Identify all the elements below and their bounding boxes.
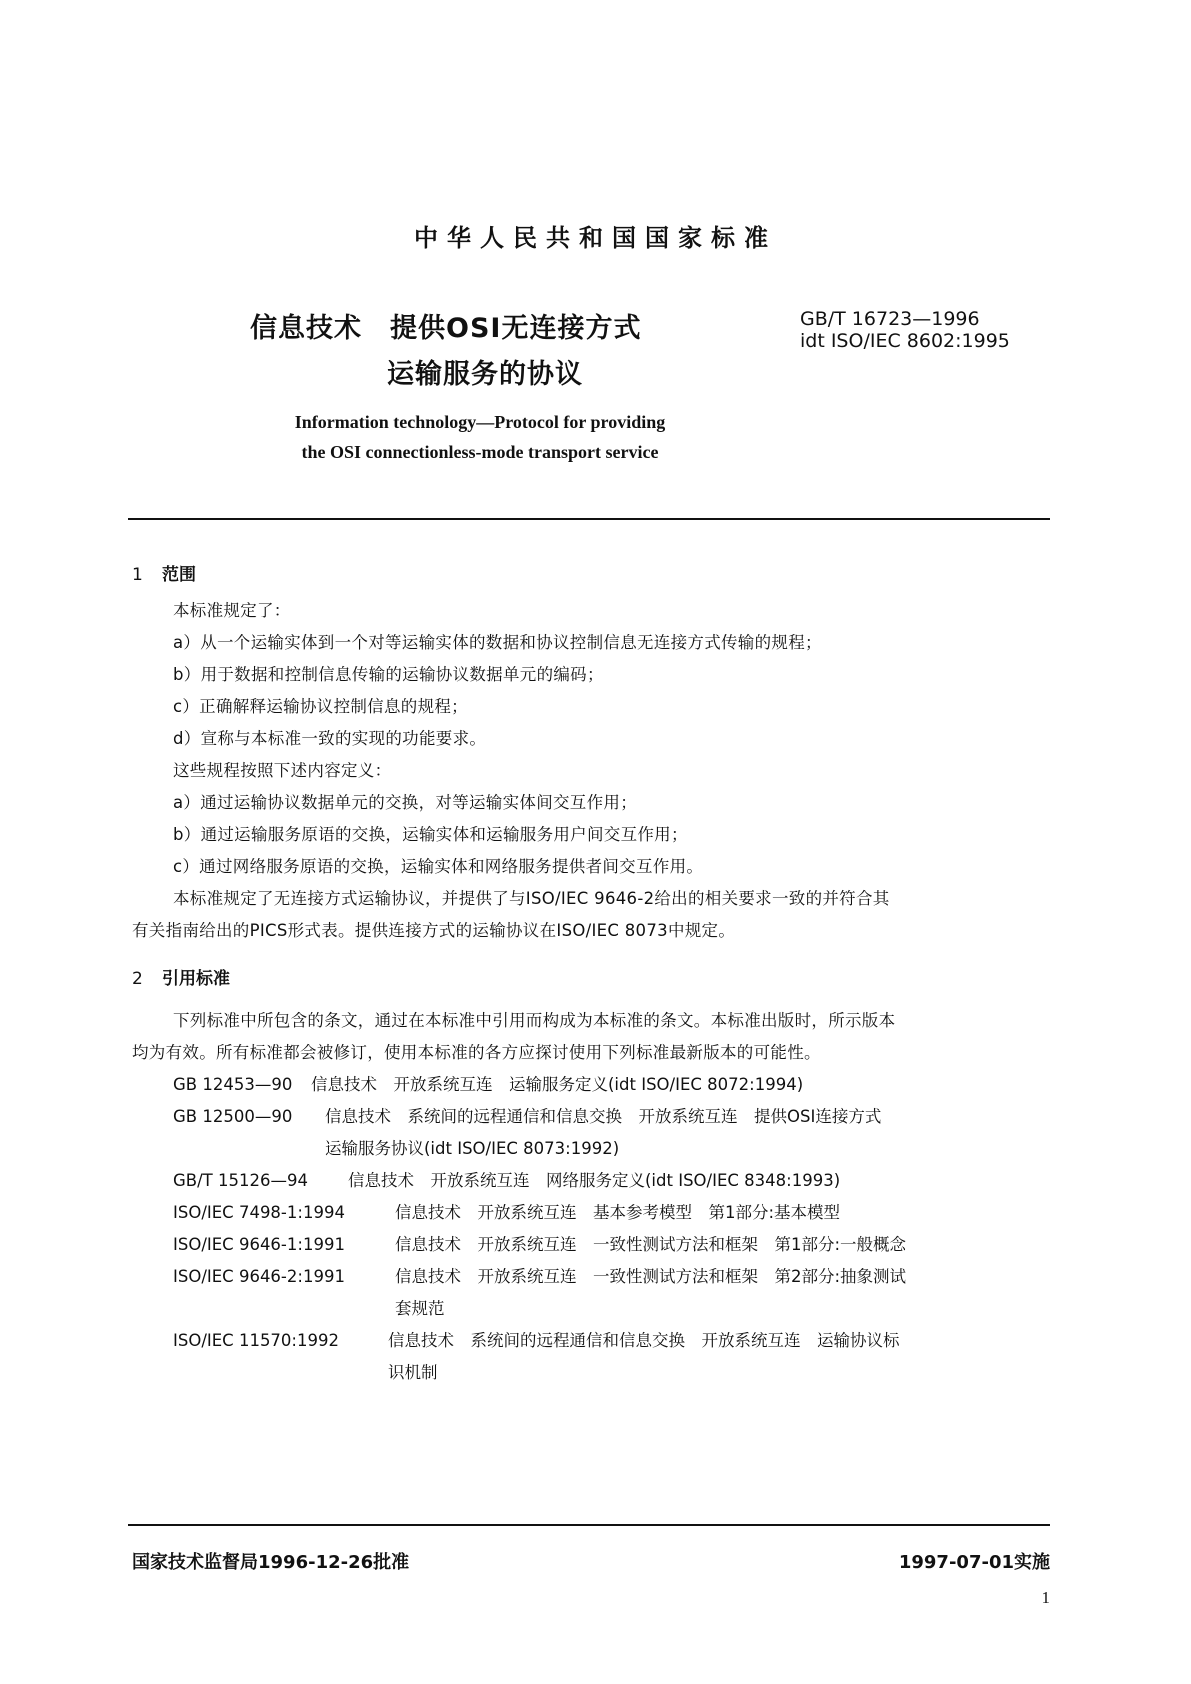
en-title-line1: Information technology—Protocol for providing	[294, 412, 666, 432]
reference-title: 信息技术 开放系统互连 网络服务定义(idt ISO/IEC 8348:1993)	[348, 1171, 841, 1190]
page-number: 1	[1041, 1588, 1050, 1607]
reference-title: 信息技术 开放系统互连 基本参考模型 第1部分:基本模型	[395, 1203, 841, 1222]
reference-item	[173, 1266, 907, 1288]
footer-divider	[128, 1524, 1050, 1526]
paragraph-line: b）用于数据和控制信息传输的运输协议数据单元的编码；	[173, 665, 604, 684]
reference-code: ISO/IEC 9646-1:1991	[173, 1235, 345, 1254]
section-1-heading	[132, 560, 196, 585]
reference-title: 信息技术 系统间的远程通信和信息交换 开放系统互连 提供OSI连接方式	[325, 1107, 882, 1126]
reference-item	[173, 1106, 882, 1128]
section-title: 范围	[162, 565, 196, 585]
reference-item	[173, 1202, 841, 1224]
section-title: 引用标准	[162, 969, 230, 989]
reference-item	[173, 1234, 907, 1256]
reference-title: 信息技术 开放系统互连 运输服务定义(idt ISO/IEC 8072:1994)	[311, 1075, 804, 1094]
paragraph-line: c）正确解释运输协议控制信息的规程；	[173, 697, 468, 716]
reference-item	[173, 1074, 804, 1096]
standard-code: GB/T 16723—1996	[800, 308, 980, 330]
reference-code: ISO/IEC 9646-2:1991	[173, 1267, 345, 1286]
reference-code: ISO/IEC 11570:1992	[173, 1331, 339, 1350]
paragraph-line: 这些规程按照下述内容定义：	[173, 761, 392, 780]
approval-info: 国家技术监督局1996-12-26批准	[132, 1552, 410, 1573]
reference-item	[173, 1170, 841, 1192]
reference-title: 信息技术 开放系统互连 一致性测试方法和框架 第2部分:抽象测试	[395, 1267, 907, 1286]
reference-title-continuation: 套规范	[395, 1299, 445, 1318]
paragraph-line: 本标准规定了：	[173, 601, 291, 620]
reference-code: ISO/IEC 7498-1:1994	[173, 1203, 345, 1222]
section-2-heading	[132, 964, 230, 989]
reference-title-continuation: 识机制	[388, 1363, 438, 1382]
reference-title: 信息技术 系统间的远程通信和信息交换 开放系统互连 运输协议标	[388, 1331, 900, 1350]
implementation-date: 1997-07-01实施	[898, 1552, 1050, 1573]
paragraph-line: a）从一个运输实体到一个对等运输实体的数据和协议控制信息无连接方式传输的规程；	[173, 633, 822, 652]
cn-title-line2: 运输服务的协议	[387, 359, 583, 390]
reference-code: GB 12500—90	[173, 1107, 293, 1126]
cn-title-line1: 信息技术 提供OSI无连接方式	[250, 313, 642, 344]
paragraph-line: b）通过运输服务原语的交换，运输实体和运输服务用户间交互作用；	[173, 825, 688, 844]
paragraph-line: 本标准规定了无连接方式运输协议，并提供了与ISO/IEC 9646-2给出的相关要求一致的并符合其	[173, 889, 890, 908]
reference-item	[173, 1330, 900, 1352]
paragraph-line: 均为有效。所有标准都会被修订，使用本标准的各方应探讨使用下列标准最新版本的可能性。	[132, 1043, 821, 1062]
header-divider	[128, 518, 1050, 520]
paragraph-line: d）宣称与本标准一致的实现的功能要求。	[173, 729, 487, 748]
national-standard-heading: 中华人民共和国国家标准	[414, 224, 777, 252]
paragraph-line: 有关指南给出的PICS形式表。提供连接方式的运输协议在ISO/IEC 8073中规定。	[132, 921, 736, 940]
reference-code: GB 12453—90	[173, 1075, 293, 1094]
reference-title-continuation: 运输服务协议(idt ISO/IEC 8073:1992)	[325, 1139, 620, 1158]
reference-title: 信息技术 开放系统互连 一致性测试方法和框架 第1部分:一般概念	[395, 1235, 907, 1254]
paragraph-line: c）通过网络服务原语的交换，运输实体和网络服务提供者间交互作用。	[173, 857, 704, 876]
section-number: 1	[132, 565, 143, 585]
en-title-line2: the OSI connectionless-mode transport service	[301, 442, 659, 462]
paragraph-line: 下列标准中所包含的条文，通过在本标准中引用而构成为本标准的条文。本标准出版时，所示版本	[173, 1011, 896, 1030]
standard-equivalence: idt ISO/IEC 8602:1995	[800, 330, 1010, 352]
section-number: 2	[132, 969, 143, 989]
paragraph-line: a）通过运输协议数据单元的交换，对等运输实体间交互作用；	[173, 793, 638, 812]
reference-code: GB/T 15126—94	[173, 1171, 308, 1190]
